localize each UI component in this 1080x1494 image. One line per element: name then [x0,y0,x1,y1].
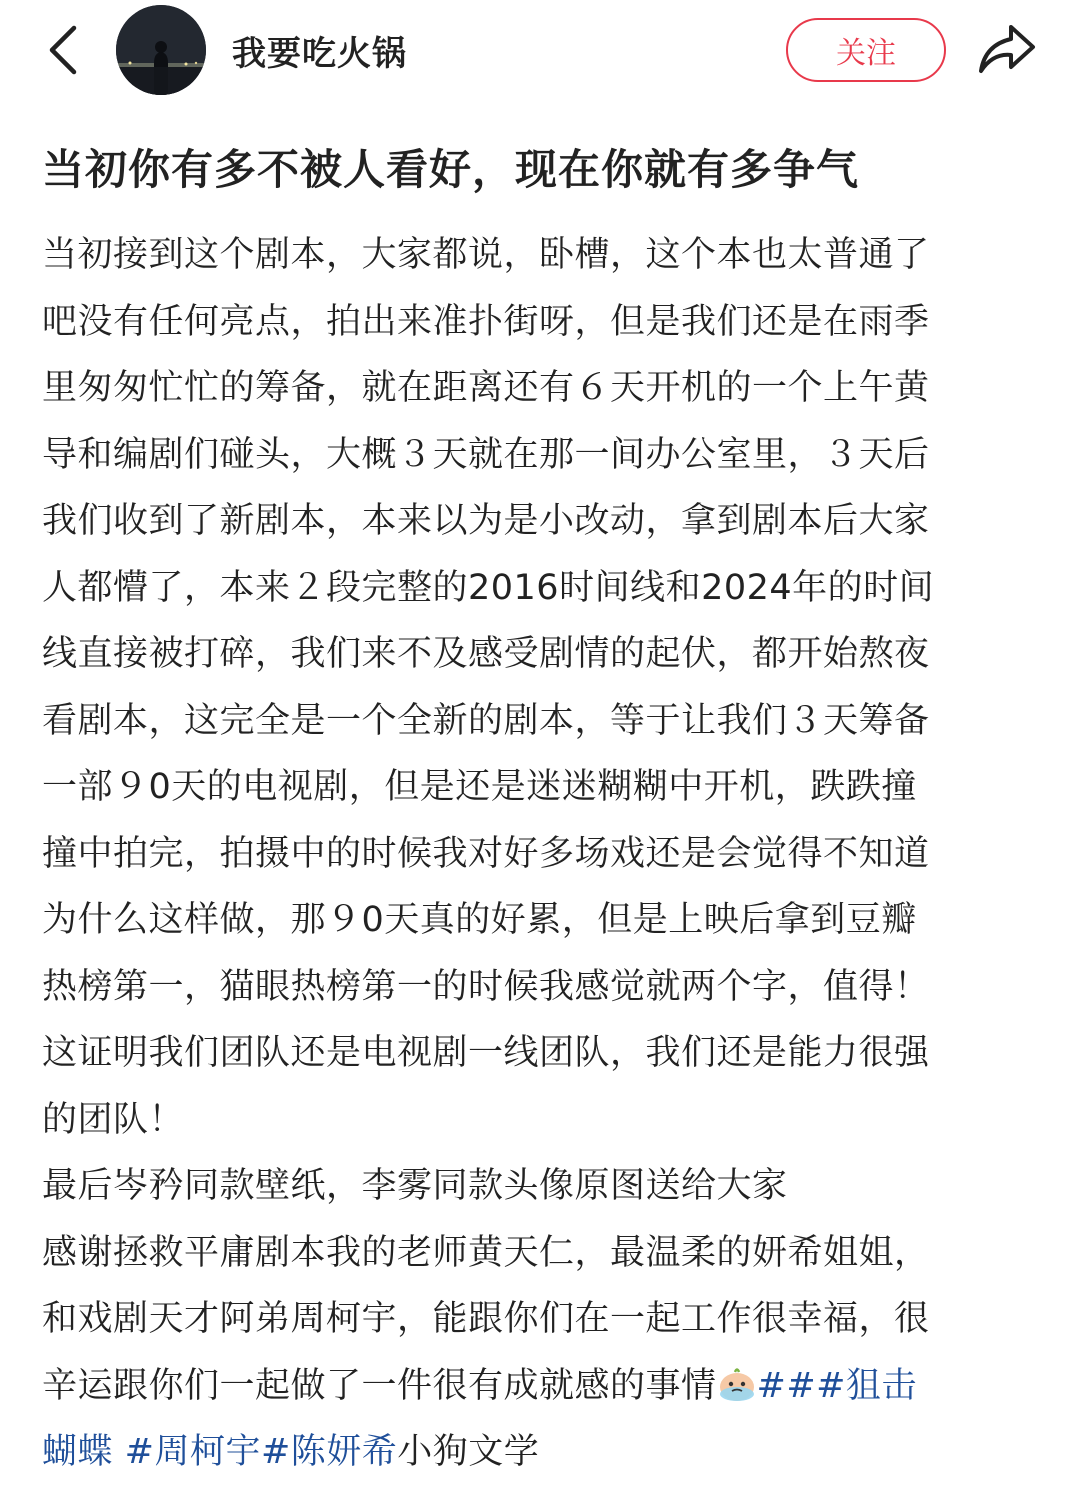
body-line: 人都懵了，本来２段完整的2016时间线和2024年的时间 [42,567,935,608]
body-line: 线直接被打碎，我们来不及感受剧情的起伏，都开始熬夜 [42,634,930,674]
body-line: 和戏剧天才阿弟周柯宇，能跟你们在一起工作很幸福，很 [42,1299,930,1339]
share-button[interactable] [974,18,1040,80]
body-text: 小狗文学 [397,1432,540,1472]
body-line: 导和编剧们碰头，大概３天就在那一间办公室里，３天后 [42,434,930,475]
body-line: 撞中拍完，拍摄中的时候我对好多场戏还是会觉得不知道 [42,833,930,874]
post-title: 当初你有多不被人看好，现在你就有多争气 [42,145,860,194]
username[interactable]: 我要吃火锅 [232,34,407,74]
body-line-with-tags [42,1419,1042,1486]
avatar[interactable] [116,5,206,95]
body-line: 感谢拯救平庸剧本我的老师黄天仁，最温柔的妍希姐姐， [42,1232,930,1273]
share-icon [977,23,1037,75]
body-line: 我们收到了新剧本，本来以为是小改动，拿到剧本后大家 [42,501,930,541]
post-body [42,222,1042,1486]
body-line-with-tag [42,1353,1042,1420]
body-text: 辛运跟你们一起做了一件很有成就感的事情 [42,1365,717,1406]
body-line: 一部９0天的电视剧，但是还是迷迷糊糊中开机，跌跌撞 [42,767,917,807]
body-line: 的团队！ [42,1099,185,1140]
crying-face-emoji-icon [717,1359,757,1426]
body-line: 为什么这样做，那９0天真的好累，但是上映后拿到豆瓣 [42,900,917,940]
body-line: 看剧本，这完全是一个全新的剧本，等于让我们３天筹备 [42,700,930,741]
follow-button[interactable]: 关注 [786,18,946,82]
body-line: 这证明我们团队还是电视剧一线团队，我们还是能力很强 [42,1033,930,1073]
avatar-image [116,5,206,95]
hashtag-link[interactable]: ###狙击 [756,1365,917,1406]
body-line: 最后岑矜同款壁纸，李雾同款头像原图送给大家 [42,1166,788,1206]
hashtag-link[interactable]: 蝴蝶 [42,1432,125,1472]
body-line: 吧没有任何亮点，拍出来准扑街呀，但是我们还是在雨季 [42,301,930,342]
body-line: 里匆匆忙忙的筹备，就在距离还有６天开机的一个上午黄 [42,368,930,408]
hashtag-link[interactable]: #陈妍希 [260,1432,398,1472]
body-line: 当初接到这个剧本，大家都说，卧槽，这个本也太普通了 [42,235,930,275]
hashtag-link[interactable]: #周柯宇 [124,1432,261,1472]
top-bar [0,0,1080,100]
chevron-left-icon [48,25,78,75]
body-line: 热榜第一，猫眼热榜第一的时候我感觉就两个字，值得！ [42,966,930,1007]
back-button[interactable] [38,22,88,78]
